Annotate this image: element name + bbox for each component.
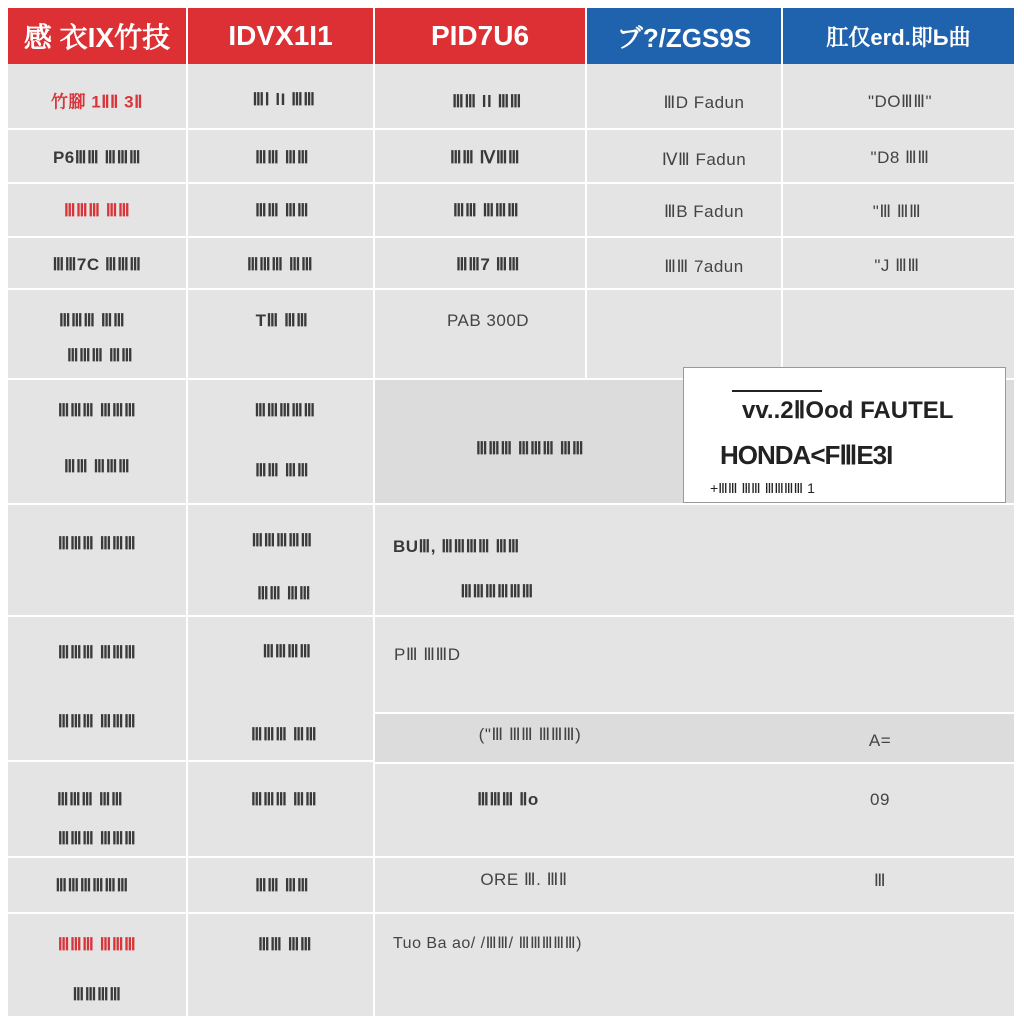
table-cell: [188, 914, 375, 1018]
row10-col2: ⅢⅢⅢ ⅢⅢ: [250, 790, 318, 809]
row2-col2: ⅢⅢ ⅢⅢ: [254, 148, 310, 167]
table-cell: [375, 764, 1016, 858]
row12-col3: Tuo Ba ao/ /ⅢⅢ/ ⅢⅢⅢⅢⅢ): [393, 935, 583, 952]
row5-col3: PAB 300D: [446, 311, 530, 330]
row6-col3: ⅢⅢⅢ ⅢⅢⅢ ⅢⅢ: [475, 439, 585, 458]
table-cell: [188, 380, 375, 505]
row1-col2: ⅢⅠ lI ⅢⅢ: [252, 90, 316, 109]
row10-col4: 09: [870, 790, 890, 809]
row11-col1: ⅢⅢⅢⅢⅢⅢ: [55, 876, 129, 895]
row1-col4: ⅢD Fadun: [663, 93, 745, 112]
row9-col2: ⅢⅢⅢ ⅢⅢ: [250, 725, 318, 744]
row11-col3: ORE Ⅲ. ⅢⅡ: [480, 870, 568, 889]
row4-col1: ⅢⅢ7C ⅢⅢⅢ: [52, 255, 142, 274]
table-cell: [375, 617, 1016, 714]
row6-col2-line2: ⅢⅢ ⅢⅢ: [254, 461, 310, 480]
table-cell: [8, 617, 188, 762]
row7-col2-line2: ⅢⅢ ⅢⅢ: [256, 584, 312, 603]
row3-col1: ⅢⅢⅢ ⅢⅢ: [63, 201, 131, 220]
label-line-3: +ⅢⅢ ⅢⅢ ⅢⅢⅢⅢ 1: [710, 480, 815, 496]
row7-col3-line2: ⅢⅢⅢⅢⅢⅢ: [460, 582, 534, 601]
row5-col1-line2: ⅢⅢⅢ ⅢⅢ: [66, 346, 134, 365]
table-cell: [188, 290, 375, 380]
row4-col2: ⅢⅢⅢ ⅢⅢ: [246, 255, 314, 274]
table-cell: [8, 290, 188, 380]
table-cell: [375, 914, 1016, 1018]
header-cell-5: [783, 8, 1016, 64]
row11-col2: ⅢⅢ ⅢⅢ: [254, 876, 310, 895]
label-line-1: vv..2ⅡOod FAUTEL: [742, 397, 954, 424]
header-cell-1: [8, 8, 188, 64]
row12-col1-line2: ⅢⅢⅢⅢ: [72, 985, 122, 1004]
row2-col1: P6ⅢⅢ ⅢⅢⅢ: [52, 148, 142, 167]
row7-col1: ⅢⅢⅢ ⅢⅢⅢ: [57, 534, 137, 553]
row3-col5: "Ⅲ ⅢⅢ: [872, 202, 922, 221]
row2-col4: ⅣⅢ Fadun: [661, 150, 747, 169]
row6-col1-line1: ⅢⅢⅢ ⅢⅢⅢ: [57, 401, 137, 420]
row10-col3: ⅢⅢⅢ Ⅱo: [477, 790, 539, 809]
row5-col1-line1: ⅢⅢⅢ ⅢⅢ: [58, 311, 126, 330]
header-cell-3: [375, 8, 587, 64]
label-line-2: HONDA<FⅢE3I: [720, 440, 893, 470]
header-label-4: ブ?/ZGS9S: [616, 22, 752, 53]
row1-col3: ⅢⅢ ll ⅢⅢ: [452, 92, 522, 111]
row11-col4: Ⅲ: [873, 871, 887, 890]
header-cell-4: [587, 8, 783, 64]
table-cell: [375, 714, 1016, 764]
header-label-3: PID7U6: [430, 20, 530, 51]
row7-col3-line1: BUⅢ, ⅢⅢⅢⅢ ⅢⅢ: [393, 537, 520, 556]
row8-col1-line2: ⅢⅢⅢ ⅢⅢⅢ: [57, 712, 137, 731]
row1-col1: 竹腳 1ⅡⅡ 3Ⅱ: [51, 92, 143, 112]
row6-col2-line1: ⅢⅢⅢⅢⅢ: [254, 401, 316, 420]
row10-col1-line2: ⅢⅢⅢ ⅢⅢⅢ: [57, 829, 137, 848]
row9-col3: ("Ⅲ ⅢⅢ ⅢⅢⅢ): [478, 725, 582, 744]
table-cell: [8, 505, 188, 617]
header-cell-2: [188, 8, 375, 64]
row8-col1-line1: ⅢⅢⅢ ⅢⅢⅢ: [57, 643, 137, 662]
row3-col2: ⅢⅢ ⅢⅢ: [254, 201, 310, 220]
table-cell: [375, 858, 1016, 914]
row8-col3: PⅢ ⅢⅢD: [394, 645, 461, 664]
row12-col2: ⅢⅢ ⅢⅢ: [257, 935, 313, 954]
row12-col1-line1: ⅢⅢⅢ ⅢⅢⅢ: [57, 935, 137, 954]
table-cell: [188, 762, 375, 858]
row3-col4: ⅢB Fadun: [664, 202, 744, 221]
label-rule: [732, 390, 822, 392]
header-label-5: 肛仅erd.即Ь曲: [826, 24, 971, 50]
header-label-1: 感 衣IX竹技: [23, 22, 171, 53]
row10-col1-line1: ⅢⅢⅢ ⅢⅢ: [56, 790, 124, 809]
row5-col2: TⅢ ⅢⅢ: [255, 311, 309, 330]
product-label-overlay: [683, 367, 1006, 503]
row1-col5: "DOⅢⅢ": [867, 92, 933, 111]
row2-col5: "D8 ⅢⅢ: [870, 148, 930, 167]
header-label-2: IDVX1I1: [228, 20, 333, 51]
row4-col3: ⅢⅢ7 ⅢⅢ: [455, 255, 521, 274]
row4-col5: "J ⅢⅢ: [874, 256, 920, 275]
row9-col4: A=: [868, 731, 892, 750]
table-cell: [375, 290, 587, 380]
row6-col1-line2: ⅢⅢ ⅢⅢⅢ: [63, 457, 131, 476]
row3-col3: ⅢⅢ ⅢⅢⅢ: [452, 201, 520, 220]
table-cell: [8, 380, 188, 505]
row4-col4: ⅢⅢ 7adun: [664, 257, 744, 276]
row7-col2-line1: ⅢⅢⅢⅢⅢ: [251, 531, 313, 550]
row2-col3: ⅢⅢ ⅣⅢⅢ: [449, 148, 521, 167]
row8-col2: ⅢⅢⅢⅢ: [262, 642, 312, 661]
